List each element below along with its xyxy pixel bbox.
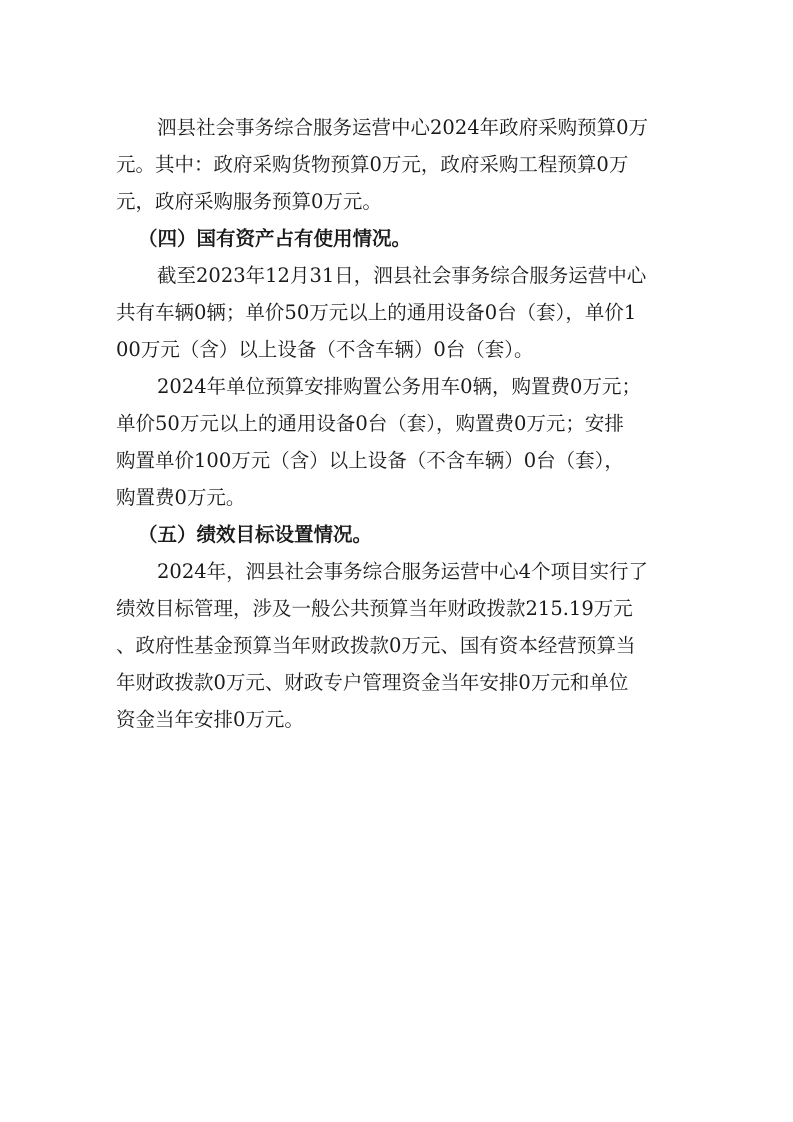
paragraph-procurement-line-1: 泗县社会事务综合服务运营中心2024年政府采购预算0万 — [157, 116, 649, 139]
paragraph-performance-line-5: 资金当年安排0万元。 — [116, 708, 304, 731]
section-heading-assets: （四）国有资产占有使用情况。 — [138, 227, 412, 250]
paragraph-procurement-line-3: 元，政府采购服务预算0万元。 — [116, 190, 382, 213]
paragraph-purchase-line-1: 2024年单位预算安排购置公务用车0辆，购置费0万元； — [157, 375, 641, 398]
section-heading-performance: （五）绩效目标设置情况。 — [138, 523, 373, 546]
paragraph-performance-line-1: 2024年，泗县社会事务综合服务运营中心4个项目实行了 — [157, 560, 649, 583]
paragraph-performance-line-2: 绩效目标管理，涉及一般公共预算当年财政拨款215.19万元 — [116, 597, 633, 620]
paragraph-purchase-line-2: 单价50万元以上的通用设备0台（套），购置费0万元；安排 — [116, 412, 624, 435]
paragraph-performance-line-3: 、政府性基金预算当年财政拨款0万元、国有资本经营预算当 — [116, 634, 636, 657]
paragraph-assets-line-1: 截至2023年12月31日，泗县社会事务综合服务运营中心 — [157, 264, 647, 287]
paragraph-assets-line-2: 共有车辆0辆；单价50万元以上的通用设备0台（套），单价1 — [116, 301, 637, 324]
paragraph-performance-line-4: 年财政拨款0万元、财政专户管理资金当年安排0万元和单位 — [116, 671, 629, 694]
document-body — [116, 109, 679, 738]
paragraph-procurement-line-2: 元。其中：政府采购货物预算0万元，政府采购工程预算0万 — [116, 153, 629, 176]
paragraph-assets-line-3: 00万元（含）以上设备（不含车辆）0台（套）。 — [116, 338, 534, 361]
paragraph-purchase-line-3: 购置单价100万元（含）以上设备（不含车辆）0台（套）， — [116, 449, 624, 472]
paragraph-purchase-line-4: 购置费0万元。 — [116, 486, 246, 509]
